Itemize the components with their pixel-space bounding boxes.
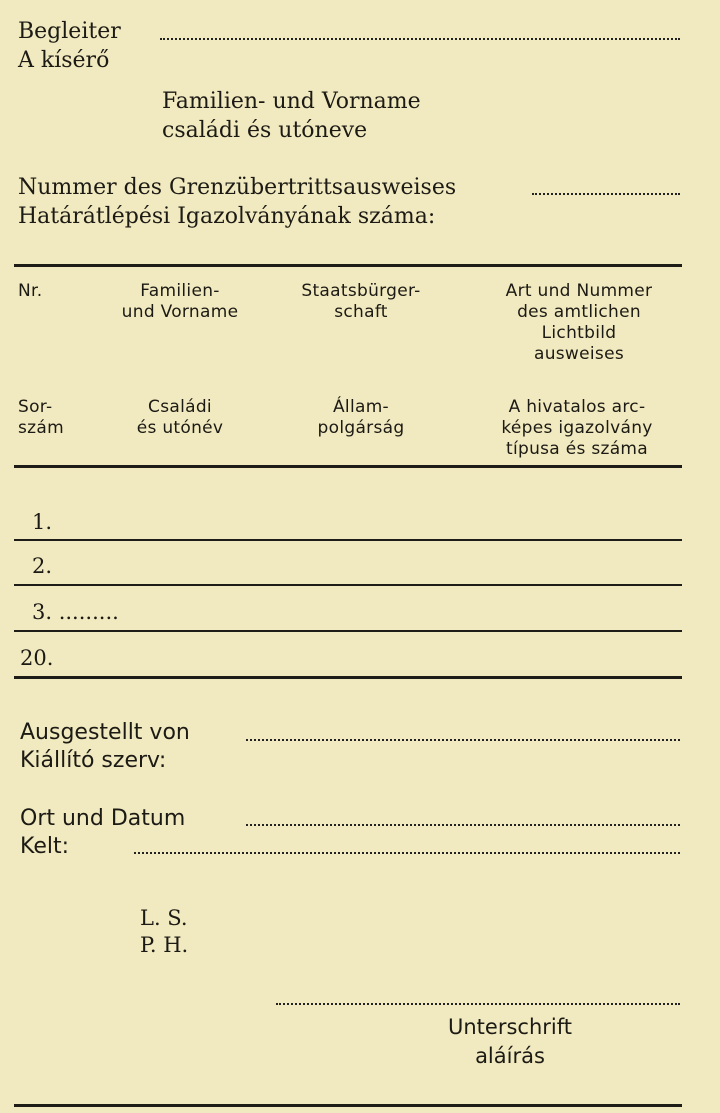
- pass-number-label-hu: Határátlépési Igazolványának száma:: [18, 204, 436, 229]
- pass-number-dotted-line: [532, 193, 680, 195]
- table-row-number: 3. .........: [32, 600, 119, 624]
- seal-label-de: L. S.: [140, 906, 188, 930]
- header-name-hu: Családi és utónév: [136, 397, 224, 438]
- place-date-label-de: Ort und Datum: [20, 806, 186, 831]
- header-bottom-rule: [14, 465, 682, 468]
- header-nr-de: Nr.: [18, 281, 43, 301]
- header-nr-hu: Sor- szám: [18, 397, 64, 438]
- header-id-hu: A hivatalos arc- képes igazolvány típusa és száma: [501, 397, 653, 459]
- signature-label-de: Unterschrift: [448, 1015, 572, 1039]
- companion-label-hu: A kísérő: [18, 48, 110, 73]
- header-id-de: Art und Nummer des amtlichen Lichtbild ausweises: [505, 281, 653, 364]
- companion-name-hu: családi és utóneve: [162, 118, 368, 143]
- row-rule: [14, 584, 682, 586]
- signature-label-hu: aláírás: [475, 1044, 545, 1068]
- header-citizenship-hu: Állam- polgárság: [317, 397, 405, 438]
- row-rule: [14, 630, 682, 632]
- table-row-number: 1.: [32, 510, 53, 534]
- table-row-number: 20.: [20, 646, 54, 670]
- companion-label-de: Begleiter: [18, 19, 121, 44]
- issued-by-dotted-line: [246, 739, 680, 741]
- header-citizenship-de: Staatsbürger- schaft: [301, 281, 421, 322]
- row-rule: [14, 539, 682, 541]
- place-date-dotted-line: [246, 824, 680, 826]
- pass-number-label-de: Nummer des Grenzübertrittsausweises: [18, 175, 457, 200]
- companion-dotted-line: [160, 38, 680, 40]
- issued-by-label-hu: Kiállító szerv:: [20, 748, 167, 773]
- page-bottom-rule: [14, 1104, 682, 1107]
- kelt-dotted-line: [134, 852, 680, 854]
- table-row-number: 2.: [32, 554, 53, 578]
- signature-dotted-line: [276, 1003, 680, 1005]
- companion-name-de: Familien- und Vorname: [162, 89, 421, 114]
- issued-by-label-de: Ausgestellt von: [20, 720, 190, 745]
- table-bottom-rule: [14, 676, 682, 679]
- seal-label-hu: P. H.: [140, 933, 189, 957]
- place-date-label-hu: Kelt:: [20, 834, 70, 859]
- header-name-de: Familien- und Vorname: [121, 281, 239, 322]
- table-top-rule: [14, 264, 682, 267]
